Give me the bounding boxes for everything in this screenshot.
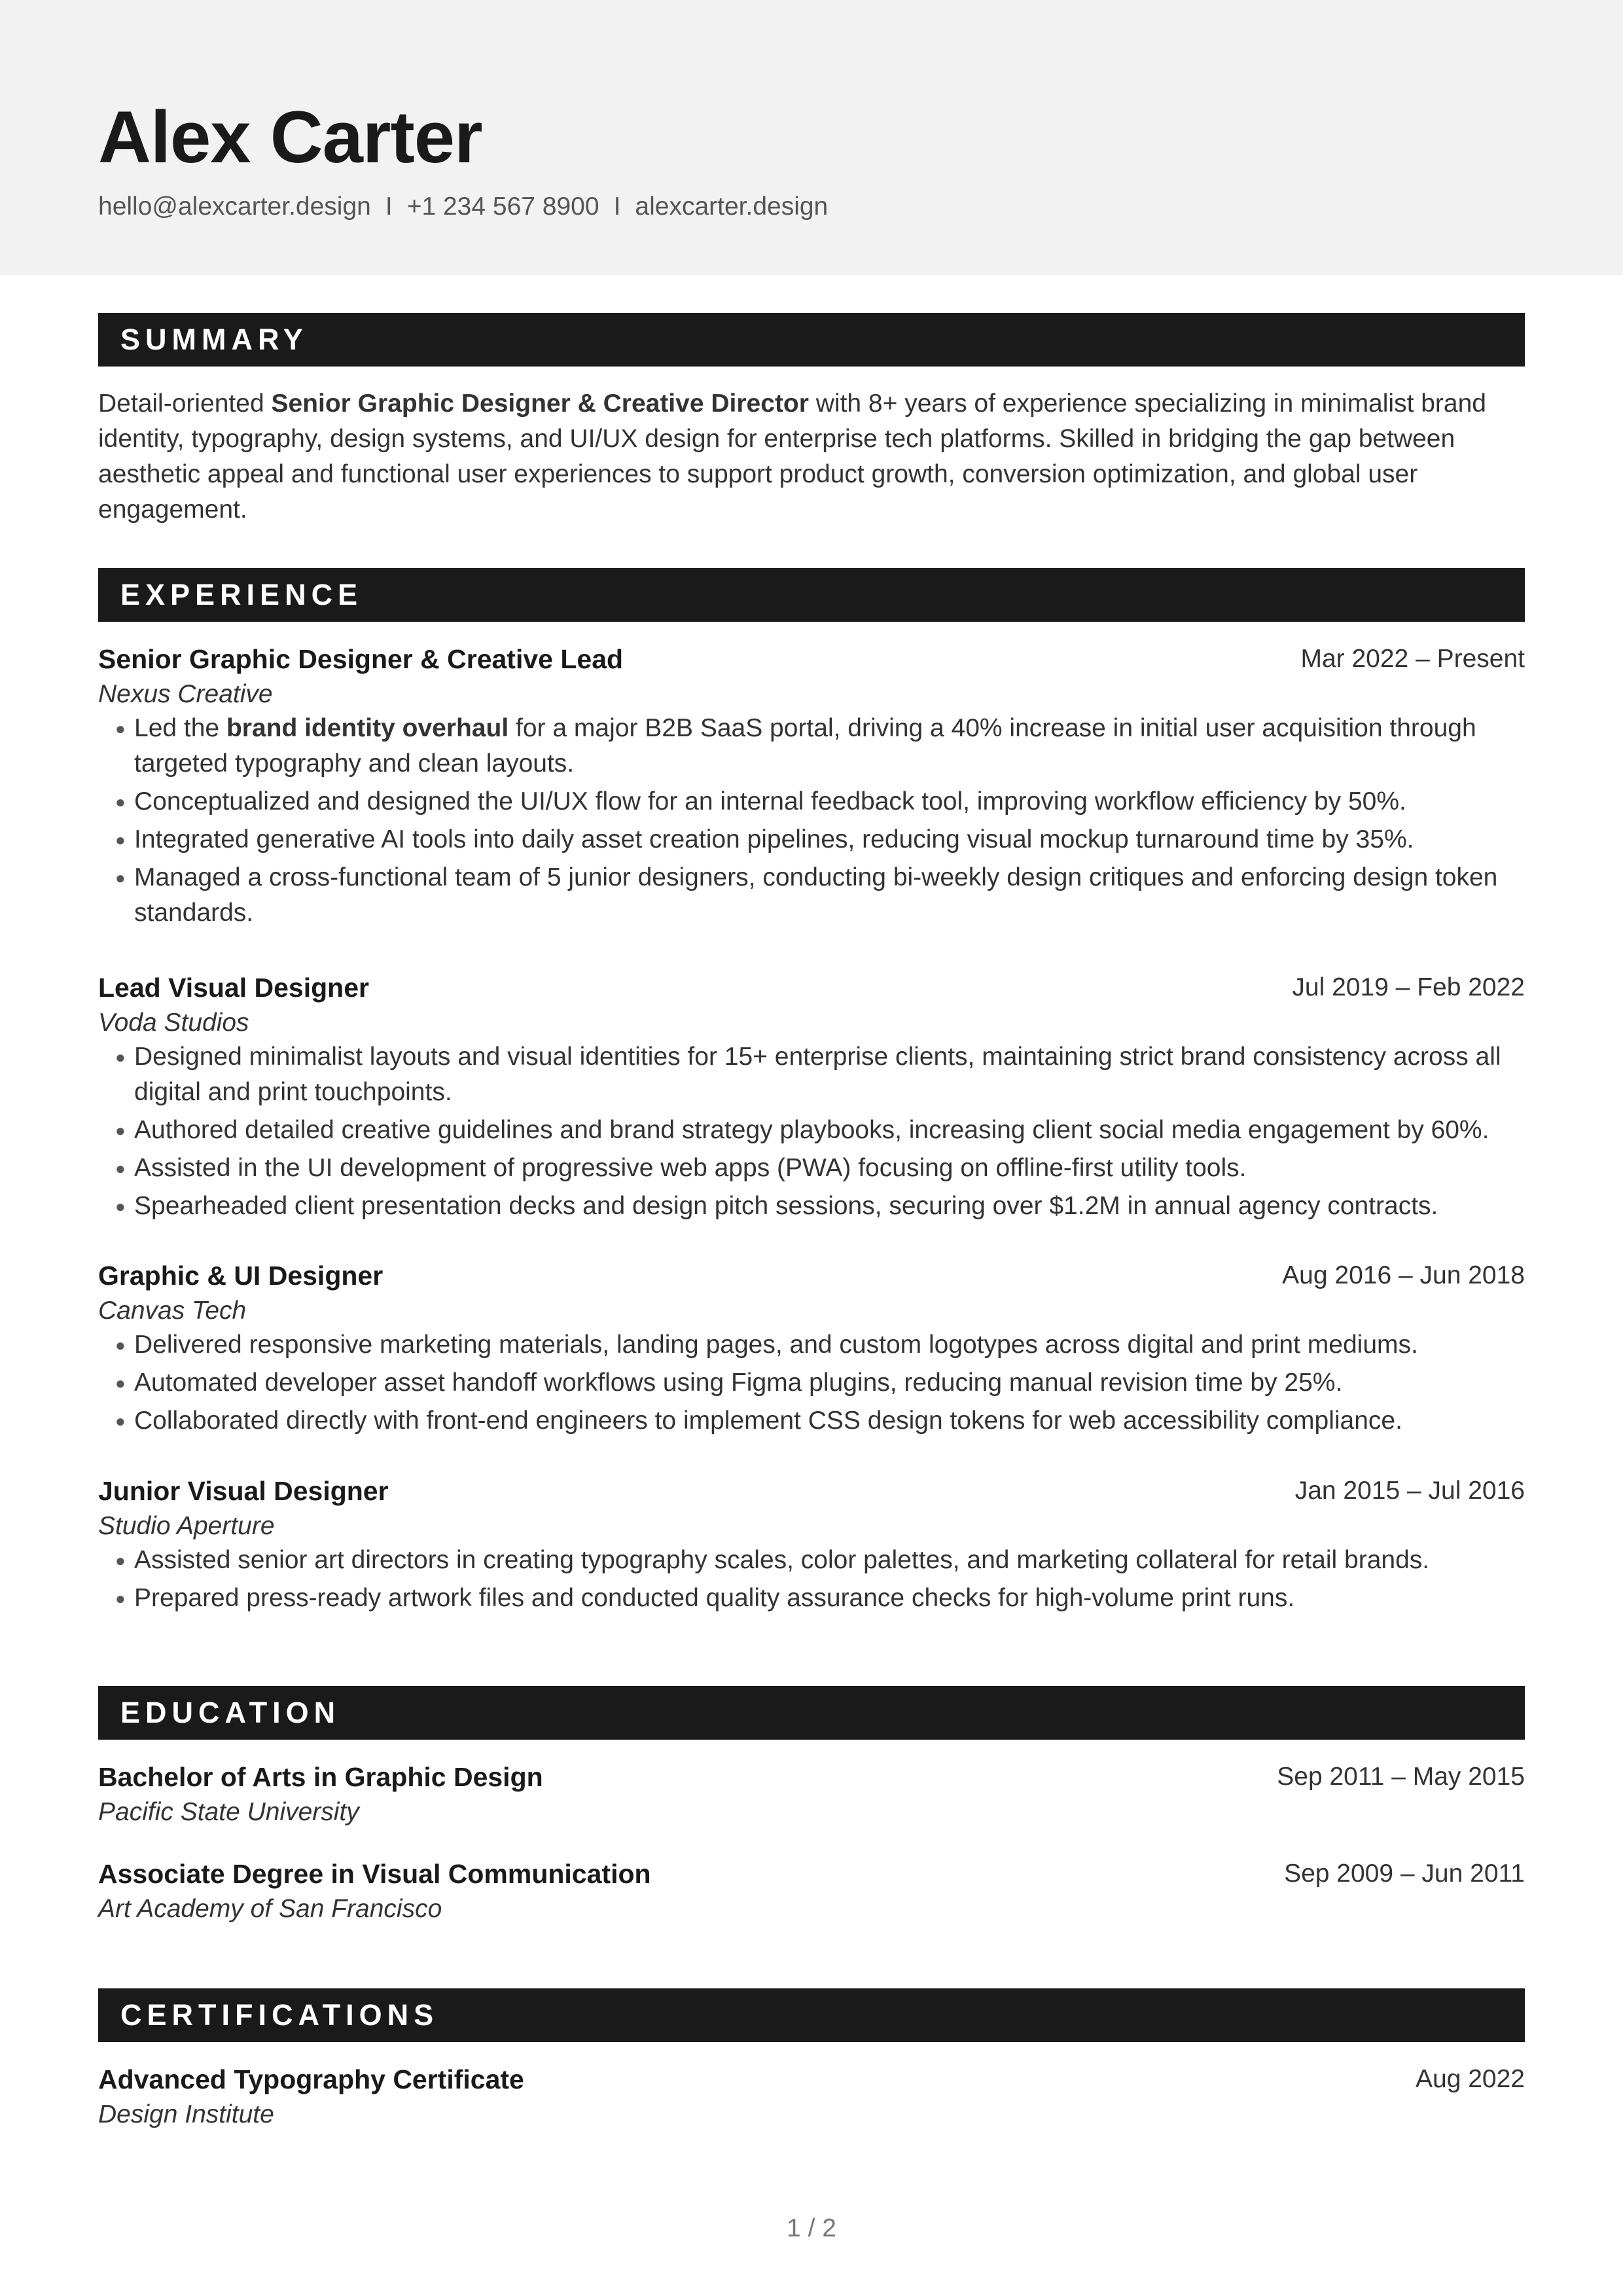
bullet-item: ● Delivered responsive marketing materials, landing pages, and custom logotypes across digital and print mediums. xyxy=(98,1327,1525,1363)
certifications-section-header xyxy=(98,1988,1525,2042)
certification-issuer: Design Institute xyxy=(98,2100,274,2128)
job-bullets xyxy=(98,1327,1525,1441)
school-name: Pacific State University xyxy=(98,1798,359,1826)
bullet-item: ● Led the brand identity overhaul for a major B2B SaaS portal, driving a 40% increase in initial user acquisition through targeted typography and clean layouts. xyxy=(98,711,1525,781)
job-title: Graphic & UI Designer xyxy=(98,1261,383,1291)
job-header xyxy=(98,970,1525,1005)
bullet-icon: ● xyxy=(115,1335,126,1355)
bullet-item: ● Assisted senior art directors in creating typography scales, color palettes, and marketing collateral for retail brands. xyxy=(98,1543,1525,1578)
bullet-icon: ● xyxy=(115,1196,126,1216)
education-dates: Sep 2011 – May 2015 xyxy=(1277,1763,1525,1791)
summary-text-part: Detail-oriented xyxy=(98,389,272,418)
website-link[interactable]: alexcarter.design xyxy=(635,192,829,221)
section-heading: CERTIFICATIONS xyxy=(120,1998,439,2032)
phone-number: +1 234 567 8900 xyxy=(406,192,599,221)
bullet-item: ● Managed a cross-functional team of 5 junior designers, conducting bi-weekly design critiques and enforcing design token standards. xyxy=(98,860,1525,931)
bullet-icon: ● xyxy=(115,1158,126,1178)
education-section-header xyxy=(98,1686,1525,1740)
job-header xyxy=(98,1473,1525,1509)
degree-title: Associate Degree in Visual Communication xyxy=(98,1859,651,1889)
section-heading: EDUCATION xyxy=(120,1696,341,1729)
education-dates: Sep 2009 – Jun 2011 xyxy=(1284,1859,1525,1888)
company-name: Nexus Creative xyxy=(98,680,273,708)
job-dates: Jan 2015 – Jul 2016 xyxy=(1294,1477,1525,1505)
job-dates: Aug 2016 – Jun 2018 xyxy=(1282,1261,1525,1289)
bullet-icon: ● xyxy=(115,1047,126,1067)
job-bullets xyxy=(98,711,1525,933)
bullet-item: ● Prepared press-ready artwork files and conducted quality assurance checks for high-volume print runs. xyxy=(98,1581,1525,1616)
job-header xyxy=(98,641,1525,677)
section-heading: SUMMARY xyxy=(120,323,308,356)
summary-section-header xyxy=(98,313,1525,367)
bullet-icon: ● xyxy=(115,1373,126,1393)
summary-text xyxy=(98,386,1525,528)
job-dates: Mar 2022 – Present xyxy=(1300,645,1525,673)
page-number: 1 / 2 xyxy=(787,2214,836,2242)
contact-separator: I xyxy=(613,192,621,221)
bullet-item: ● Spearheaded client presentation decks and design pitch sessions, securing over $1.2M in annual agency contracts. xyxy=(98,1189,1525,1224)
bullet-icon: ● xyxy=(115,719,126,738)
certification-date: Aug 2022 xyxy=(1416,2065,1525,2093)
bullet-item: ● Authored detailed creative guidelines and brand strategy playbooks, increasing client social media engagement by 60%. xyxy=(98,1113,1525,1148)
school-name: Art Academy of San Francisco xyxy=(98,1895,442,1923)
bullet-icon: ● xyxy=(115,1121,126,1140)
bullet-item: ● Designed minimalist layouts and visual identities for 15+ enterprise clients, maintaining strict brand consistency across all digital and print touchpoints. xyxy=(98,1039,1525,1110)
bullet-icon: ● xyxy=(115,830,126,850)
experience-section-header xyxy=(98,568,1525,622)
resume-header xyxy=(0,0,1623,275)
bullet-icon: ● xyxy=(115,1411,126,1431)
bullet-icon: ● xyxy=(115,1551,126,1570)
bullet-item: ● Automated developer asset handoff workflows using Figma plugins, reducing manual revision time by 25%. xyxy=(98,1365,1525,1401)
job-bullets xyxy=(98,1039,1525,1227)
bullet-item: ● Conceptualized and designed the UI/UX flow for an internal feedback tool, improving workflow efficiency by 50%. xyxy=(98,784,1525,819)
bullet-item: ● Integrated generative AI tools into daily asset creation pipelines, reducing visual mockup turnaround time by 35%. xyxy=(98,822,1525,857)
bullet-item: ● Collaborated directly with front-end engineers to implement CSS design tokens for web accessibility compliance. xyxy=(98,1403,1525,1439)
education-header xyxy=(98,1759,1525,1795)
certification-title: Advanced Typography Certificate xyxy=(98,2064,524,2094)
job-title: Junior Visual Designer xyxy=(98,1476,389,1506)
job-title: Senior Graphic Designer & Creative Lead xyxy=(98,644,624,674)
education-header xyxy=(98,1856,1525,1892)
contact-line xyxy=(98,188,828,225)
job-header xyxy=(98,1258,1525,1293)
contact-separator: I xyxy=(385,192,393,221)
company-name: Voda Studios xyxy=(98,1009,249,1037)
bullet-item: ● Assisted in the UI development of progressive web apps (PWA) focusing on offline-first utility tools. xyxy=(98,1151,1525,1186)
section-heading: EXPERIENCE xyxy=(120,578,363,611)
certification-header xyxy=(98,2062,1525,2097)
bullet-icon: ● xyxy=(115,792,126,812)
candidate-name: Alex Carter xyxy=(98,96,482,178)
bullet-icon: ● xyxy=(115,868,126,888)
email-link[interactable]: hello@alexcarter.design xyxy=(98,192,371,221)
job-bullets xyxy=(98,1543,1525,1619)
degree-title: Bachelor of Arts in Graphic Design xyxy=(98,1762,543,1792)
job-dates: Jul 2019 – Feb 2022 xyxy=(1292,973,1525,1001)
company-name: Canvas Tech xyxy=(98,1297,247,1325)
job-title: Lead Visual Designer xyxy=(98,973,369,1003)
summary-text-part: with 8+ years of experience specializing in minimalist brand identity, typography, design systems, and UI/UX design for enterprise tech platforms. Skilled in bridging the gap between aesthetic appeal and functional user experiences to support product growth, conversion optimization, and global user engagement. xyxy=(98,389,1486,524)
summary-highlight: Senior Graphic Designer & Creative Director xyxy=(271,389,809,418)
bullet-icon: ● xyxy=(115,1588,126,1608)
company-name: Studio Aperture xyxy=(98,1512,275,1540)
